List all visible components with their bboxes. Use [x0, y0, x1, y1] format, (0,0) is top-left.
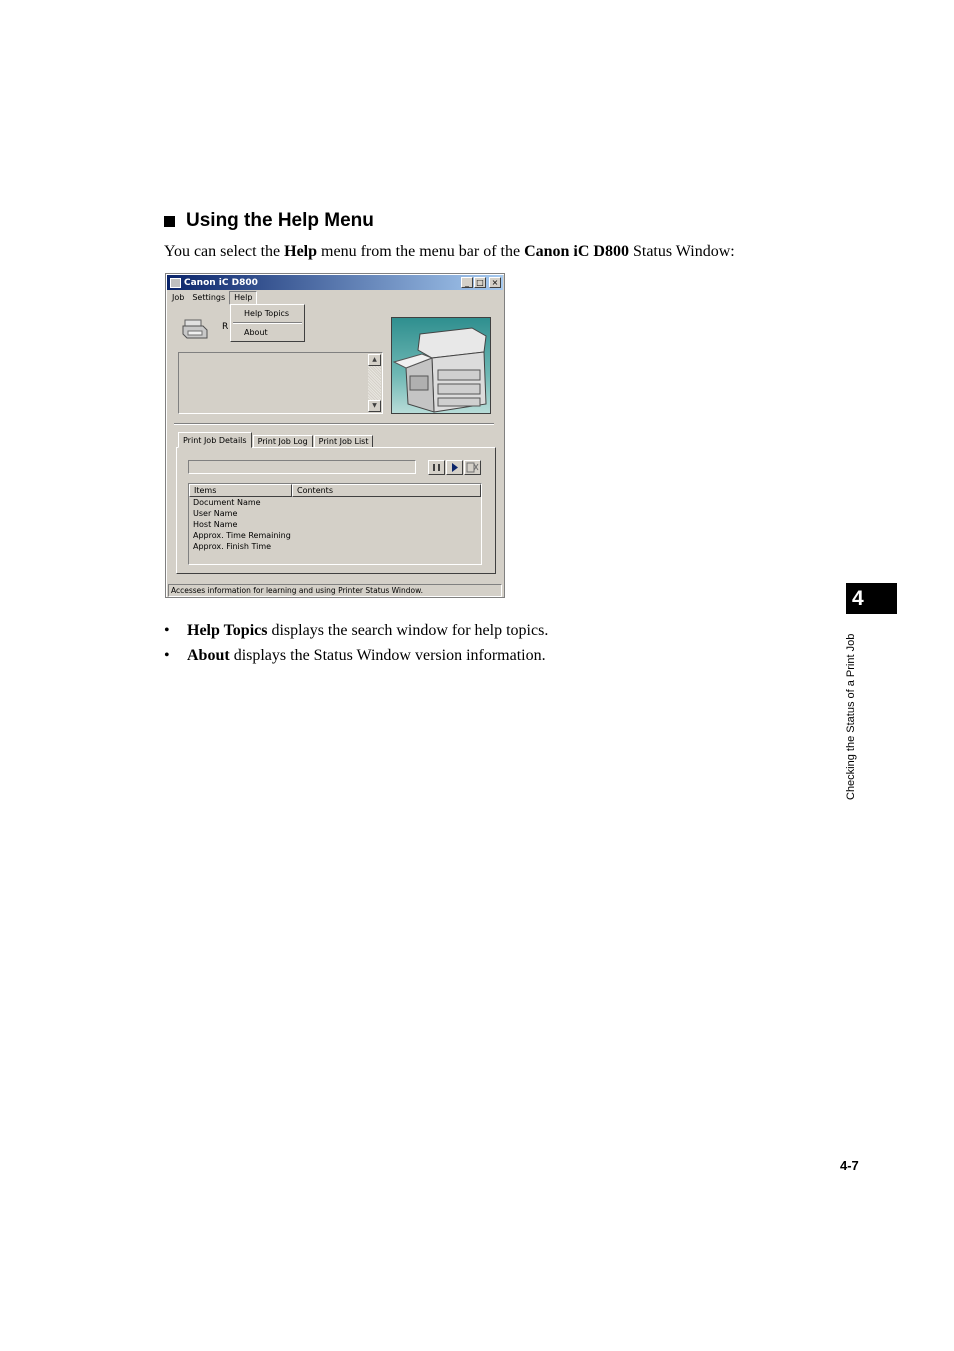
list-header [189, 484, 481, 497]
cancel-job-button[interactable] [464, 460, 481, 475]
menu-settings[interactable]: Settings [192, 293, 226, 302]
intro-bold-help: Help [284, 243, 318, 260]
tab-print-job-log[interactable]: Print Job Log [253, 435, 313, 448]
tab-strip [178, 432, 374, 448]
job-progress-bar [188, 460, 416, 474]
intro-paragraph [164, 243, 735, 261]
intro-text-1: You can select the [164, 243, 285, 260]
list-item: User Name [193, 509, 238, 518]
list-item: Approx. Finish Time [193, 542, 272, 551]
column-header-contents[interactable]: Contents [292, 484, 481, 497]
list-item: Document Name [193, 498, 261, 507]
minimize-button[interactable]: _ [461, 277, 473, 288]
bullet-term-about: About [187, 646, 230, 664]
list-item [164, 643, 548, 668]
intro-text-2: menu from the menu bar of the [317, 243, 525, 260]
bullet-text: displays the Status Window version information. [229, 646, 546, 664]
list-item: Approx. Time Remaining [193, 531, 291, 540]
status-window-screenshot [165, 273, 505, 598]
vertical-scrollbar[interactable] [368, 354, 381, 412]
horizontal-divider [174, 423, 494, 425]
cancel-job-icon [465, 461, 480, 474]
play-icon [447, 461, 462, 474]
scroll-down-icon[interactable]: ▼ [368, 400, 381, 412]
intro-text-3: Status Window: [628, 243, 735, 260]
column-header-items[interactable]: Items [189, 484, 292, 497]
tab-print-job-list[interactable]: Print Job List [314, 435, 374, 448]
status-bar: Accesses information for learning and using Printer Status Window. [168, 584, 502, 597]
title-bar [167, 275, 503, 290]
job-details-list [188, 483, 482, 565]
help-dropdown-menu [230, 304, 305, 342]
chapter-side-label: Checking the Status of a Print Job [845, 633, 857, 800]
menu-bar [168, 291, 257, 305]
menu-help[interactable]: Help [229, 291, 257, 305]
resume-button[interactable] [446, 460, 463, 475]
status-message-box [178, 352, 383, 414]
square-bullet-icon [164, 216, 175, 227]
close-button[interactable]: × [489, 277, 501, 288]
section-heading [164, 210, 374, 232]
bullet-term-help-topics: Help Topics [187, 621, 268, 639]
menu-item-help-topics[interactable]: Help Topics [244, 309, 290, 318]
printer-icon [182, 318, 208, 340]
bullet-dot: • [164, 621, 170, 639]
printer-illustration-icon [392, 318, 491, 414]
pause-icon [429, 461, 444, 474]
menu-item-about[interactable]: About [244, 328, 268, 337]
tab-print-job-details[interactable]: Print Job Details [178, 432, 252, 448]
bullet-dot: • [164, 646, 170, 664]
section-heading-text: Using the Help Menu [186, 210, 374, 231]
chapter-tab: 4 [846, 583, 897, 614]
printer-image [391, 317, 491, 414]
page-number: 4-7 [840, 1158, 859, 1173]
window-title: Canon iC D800 [184, 277, 258, 288]
intro-bold-product: Canon iC D800 [524, 243, 629, 260]
menu-job[interactable]: Job [172, 293, 185, 302]
app-icon [170, 278, 181, 288]
scroll-up-icon[interactable]: ▲ [368, 354, 381, 366]
maximize-button[interactable]: □ [474, 277, 486, 288]
bullet-text: displays the search window for help topics. [267, 621, 549, 639]
list-item [164, 618, 548, 643]
bullet-list [164, 618, 548, 668]
printer-status-text: R [222, 322, 229, 332]
list-item: Host Name [193, 520, 238, 529]
pause-button[interactable] [428, 460, 445, 475]
